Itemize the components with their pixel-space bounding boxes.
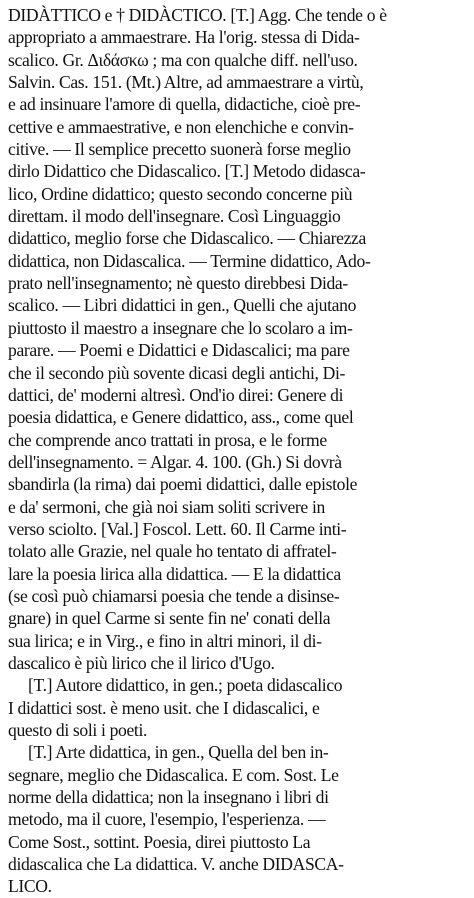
- entry-text-line: sbandirla (la rima) dai poemi didattici, dalle epistole: [8, 474, 358, 495]
- entry-text-line: direttam. il modo dell'insegnare. Così Linguaggio: [8, 206, 341, 227]
- entry-text-line: verso sciolto. [Val.] Foscol. Lett. 60. Il Carme inti-: [8, 518, 347, 539]
- entry-text-line: (se così può chiamarsi poesia che tende a disinse-: [8, 585, 340, 606]
- entry-text-line: didattico, meglio forse che Didascalico. — Chiarezza: [8, 228, 366, 249]
- entry-text-line: didascalica che La didattica. V. anche DIDASCA-: [8, 854, 344, 875]
- entry-text-line: gnare) in quel Carme si sente fin ne' conati della: [8, 608, 331, 629]
- entry-text-line: dirlo Didattico che Didascalico. [T.] Metodo didasca-: [8, 161, 366, 182]
- entry-text-line: che comprende anco trattati in prosa, e le forme: [8, 429, 327, 450]
- entry-text-line: questo di soli i poeti.: [8, 720, 148, 740]
- entry-text-line: e ad insinuare l'amore di quella, didactiche, cioè pre-: [8, 94, 361, 115]
- entry-headword-line: DIDÀTTICO e † DIDÀCTICO. [T.] Agg. Che tende o è: [8, 5, 387, 25]
- entry-text-line: segnare, meglio che Didascalica. E com. Sost. Le: [8, 764, 339, 785]
- entry-text-line: scalico. Gr. Διδάσκω ; ma con qualche diff. nell'uso.: [8, 49, 358, 70]
- dictionary-entry-didattico: [8, 4, 466, 898]
- entry-text-line: che il secondo più sovente dicasi degli antichi, Di-: [8, 362, 346, 383]
- entry-text-line: parare. — Poemi e Didattici e Didascalici; ma pare: [8, 340, 350, 361]
- entry-text-line: citive. — Il semplice precetto suonerà forse meglio: [8, 139, 351, 160]
- entry-text-line: dell'insegnamento. = Algar. 4. 100. (Gh.) Si dovrà: [8, 451, 342, 472]
- entry-text-line: dattici, de' moderni altresì. Ond'io direi: Genere di: [8, 384, 344, 405]
- entry-text-line: sua lirica; e in Virg., e fino in altri minori, il di-: [8, 630, 322, 651]
- entry-text-line: appropriato a ammaestrare. Ha l'orig. stessa di Dida-: [8, 27, 360, 48]
- entry-text-line: lico, Ordine didattico; questo secondo concerne più: [8, 183, 353, 204]
- entry-text-line: scalico. — Libri didattici in gen., Quelli che ajutano: [8, 295, 357, 316]
- entry-text-line: cettive e ammaestrative, e non elenchiche e convin-: [8, 116, 354, 137]
- entry-text-line: dascalico è più lirico che il lirico d'Ugo.: [8, 652, 275, 673]
- entry-text-line: norme della didattica; non la insegnano i libri di: [8, 787, 329, 808]
- entry-text-line: lare la poesia lirica alla didattica. — E la didattica: [8, 563, 341, 584]
- entry-text-line: piuttosto il maestro a insegnare che lo scolaro a im-: [8, 317, 353, 338]
- entry-text-line: tolato alle Grazie, nel quale ho tentato di affratel-: [8, 541, 337, 562]
- entry-text-line: metodo, ma il cuore, l'esempio, l'esperienza. —: [8, 809, 326, 830]
- entry-text-line: prato nell'insegnamento; nè questo direbbesi Dida-: [8, 273, 348, 294]
- entry-text-line: poesia didattica, e Genere didattico, ass., come quel: [8, 407, 354, 428]
- entry-text-line: LICO.: [8, 876, 52, 897]
- entry-paragraph-start-line: [T.] Arte didattica, in gen., Quella del ben in-: [28, 742, 329, 763]
- entry-text-line: Come Sost., sottint. Poesia, direi piuttosto La: [8, 831, 311, 852]
- entry-text-line: e da' sermoni, che già noi siam soliti scrivere in: [8, 496, 325, 517]
- entry-text-line: Salvin. Cas. 151. (Mt.) Altre, ad ammaestrare a virtù,: [8, 72, 364, 93]
- entry-paragraph-start-line: [T.] Autore didattico, in gen.; poeta didascalico: [28, 675, 343, 696]
- entry-text-line: I didattici sost. è meno usit. che I didascalici, e: [8, 697, 320, 718]
- entry-text-line: didattica, non Didascalica. — Termine didattico, Ado-: [8, 250, 371, 271]
